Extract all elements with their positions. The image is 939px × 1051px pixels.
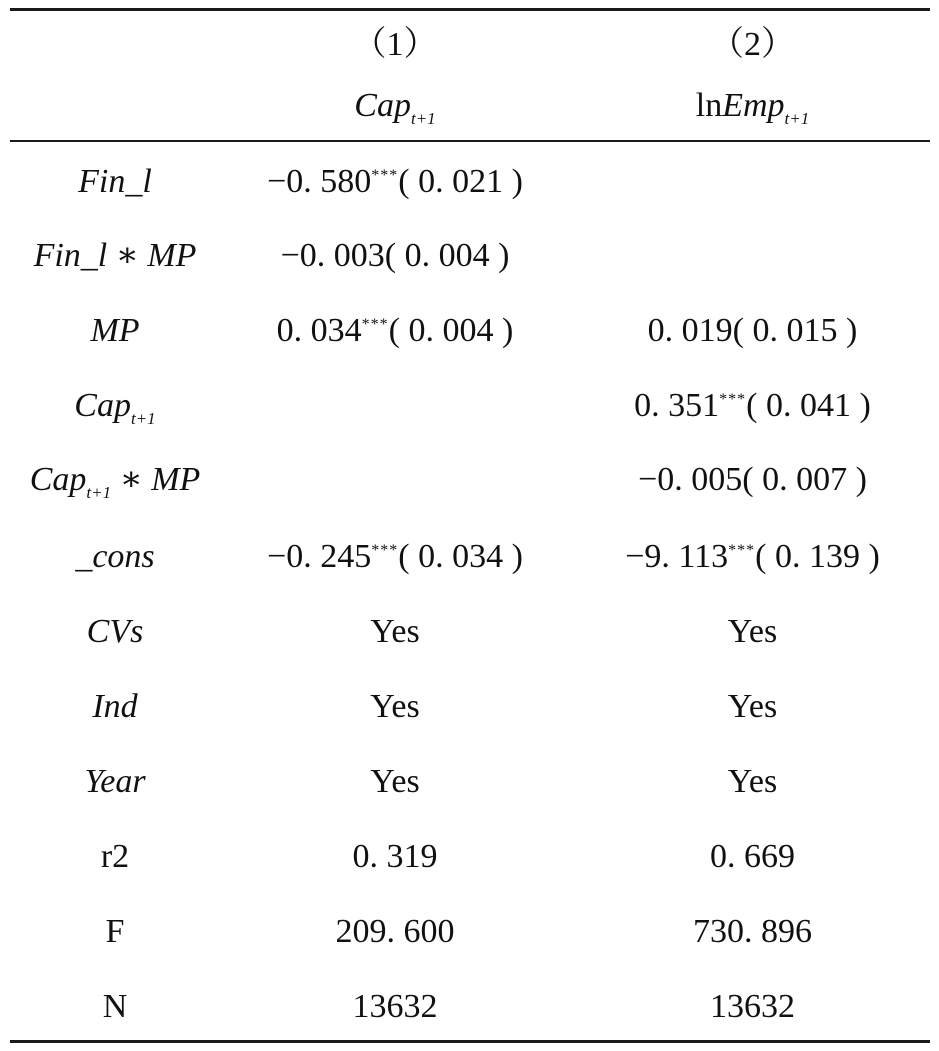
row-cvs-col2: Yes: [727, 613, 778, 650]
row-year-col1: Yes: [370, 763, 420, 800]
col1-header: Cap$_{t+1}$: [354, 87, 436, 128]
row-f-col1: 209. 600: [335, 913, 455, 950]
row-f-col2: 730. 896: [693, 913, 812, 950]
row-year-col2: Yes: [727, 763, 778, 800]
row-cons-col2: −9. 113***( 0. 139 ): [625, 538, 880, 575]
header-rule: [10, 140, 930, 142]
row-cap-mp-col2: −0. 005( 0. 007 ): [638, 461, 867, 498]
bottom-rule: [10, 1040, 930, 1043]
row-fin-l-col1: −0. 580***( 0. 021 ): [267, 163, 523, 200]
row-label-cap: Cap$_{t+1}$: [74, 387, 156, 428]
col1-number: （1）: [352, 26, 438, 63]
row-n-col1: 13632: [352, 988, 438, 1025]
row-label-cvs: CVs: [86, 613, 144, 650]
row-ind-col1: Yes: [370, 688, 420, 725]
row-cap-col2: 0. 351***( 0. 041 ): [634, 387, 871, 424]
col2-header: lnEmp$_{t+1}$: [695, 87, 810, 128]
top-rule: [10, 8, 930, 11]
row-label-r2: r2: [100, 838, 130, 875]
row-cvs-col1: Yes: [370, 613, 420, 650]
row-fin-l-mp-col1: −0. 003( 0. 004 ): [280, 237, 510, 274]
row-label-fin-l-mp: Fin_l ∗ MP: [33, 237, 197, 274]
row-label-cap-mp: Cap$_{t+1}$ ∗ MP: [29, 461, 201, 502]
row-label-cons: _cons: [75, 538, 155, 575]
row-label-n: N: [102, 988, 128, 1025]
row-n-col2: 13632: [710, 988, 795, 1025]
row-mp-col2: 0. 019( 0. 015 ): [647, 312, 858, 349]
row-label-year: Year: [84, 763, 146, 800]
col2-number: （2）: [710, 26, 795, 63]
row-r2-col2: 0. 669: [710, 838, 795, 875]
row-r2-col1: 0. 319: [352, 838, 438, 875]
row-cons-col1: −0. 245***( 0. 034 ): [267, 538, 523, 575]
row-label-ind: Ind: [92, 688, 138, 725]
row-ind-col2: Yes: [727, 688, 778, 725]
row-label-mp: MP: [90, 312, 140, 349]
row-label-fin-l: Fin_l: [78, 163, 152, 200]
row-mp-col1: 0. 034***( 0. 004 ): [276, 312, 514, 349]
row-label-f: F: [105, 913, 125, 950]
